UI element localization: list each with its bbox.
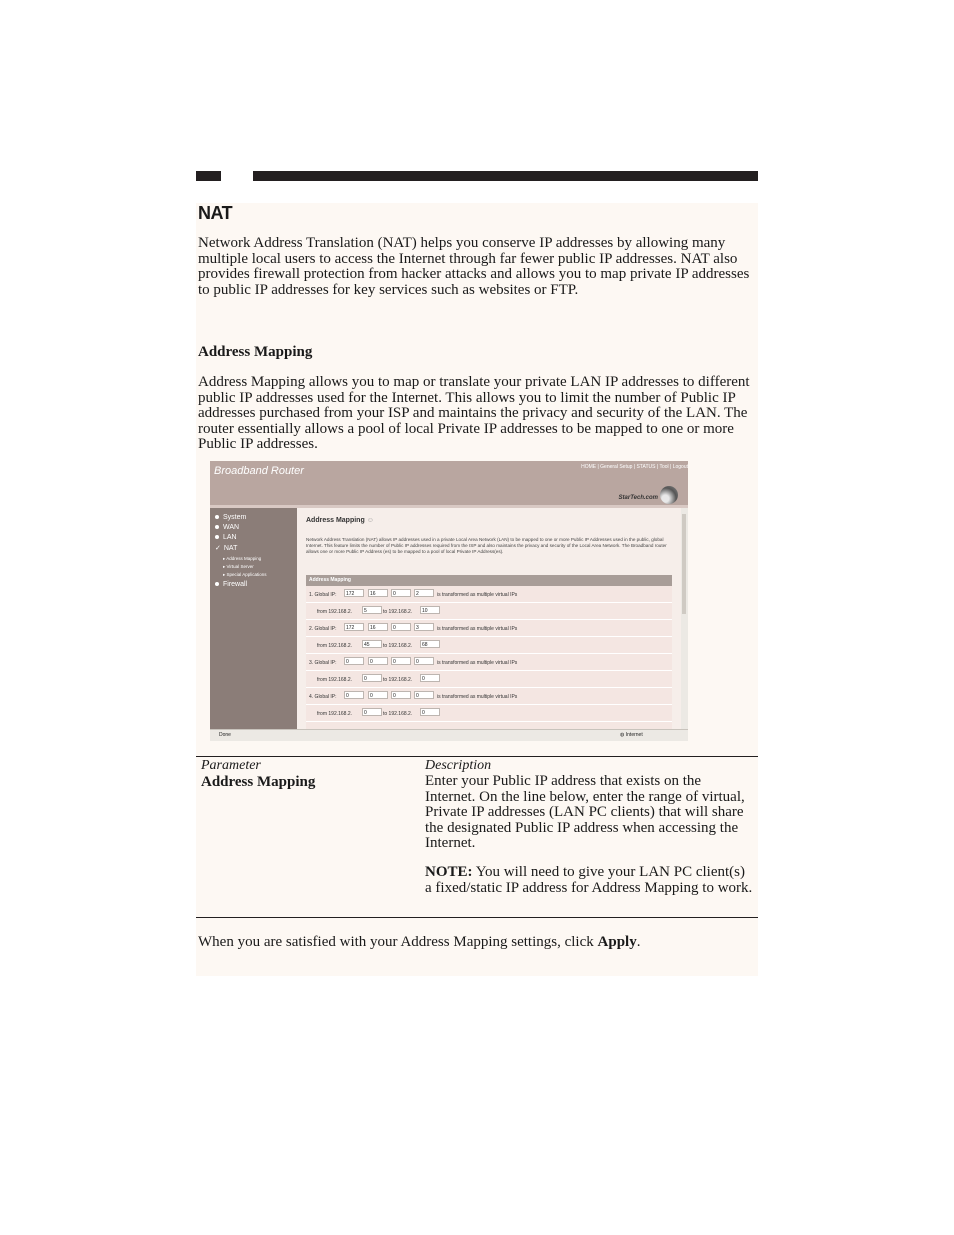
mapping-2-ip-octet-1[interactable]: 172 bbox=[344, 623, 364, 631]
mapping-4-range-row: from 192.168.2. 0 to 192.168.2. 0 bbox=[306, 705, 672, 722]
bullet-icon bbox=[215, 525, 219, 529]
mapping-3-range-row: from 192.168.2. 0 to 192.168.2. 0 bbox=[306, 671, 672, 688]
mapping-4-global-row: 4. Global IP: 0 0 0 0 is transformed as multiple virtual IPs bbox=[306, 688, 672, 705]
bullet-icon bbox=[215, 515, 219, 519]
mapping-2-from-input[interactable]: 45 bbox=[362, 640, 382, 648]
sidebar-item-system[interactable]: System bbox=[215, 514, 246, 521]
address-mapping-table-header: Address Mapping bbox=[306, 575, 672, 586]
mapping-1-to-input[interactable]: 10 bbox=[420, 606, 440, 614]
router-sidebar bbox=[210, 508, 297, 729]
address-mapping-table bbox=[306, 575, 672, 735]
sidebar-item-nat[interactable]: ✓ NAT bbox=[215, 545, 238, 552]
sidebar-sub-virtual-server[interactable]: ▸ Virtual Server bbox=[223, 564, 254, 569]
sidebar-sub-special-applications[interactable]: ▸ Special Applications bbox=[223, 572, 267, 577]
router-logo: StarTech.com bbox=[618, 495, 658, 501]
mapping-3-global-row: 3. Global IP: 0 0 0 0 is transformed as multiple virtual IPs bbox=[306, 654, 672, 671]
param-description: Enter your Public IP address that exists on the Internet. On the line below, enter the range of virtual, Private IP addresses (LAN PC clients) that will share the designated Public IP address when accessing the Internet. bbox=[425, 773, 745, 852]
subsection-title: Address Mapping bbox=[198, 344, 313, 360]
help-icon[interactable]: ☺ bbox=[366, 517, 374, 524]
apply-keyword: Apply bbox=[597, 934, 637, 950]
mapping-1-ip-octet-2[interactable]: 16 bbox=[368, 589, 388, 597]
bullet-icon bbox=[215, 582, 219, 586]
router-description: Network Address Translation (NAT) allows IP addresses used in a private Local Area Network (LAN) to be mapped to one or more Public IP Addresses used in the public, global Internet. This feature limits the number of Public IP addresses required from the ISP and also maintains the privacy and security of the Local Area Network. The Broadband router allows one or more Public IP Address (es) to be mapped to a pool of local Private IP Address(es). bbox=[306, 537, 667, 554]
section-title: NAT bbox=[198, 203, 233, 223]
mapping-1-ip-octet-1[interactable]: 172 bbox=[344, 589, 364, 597]
browser-status-bar bbox=[210, 729, 688, 741]
address-mapping-paragraph: Address Mapping allows you to map or translate your private LAN IP addresses to different public IP addresses used for the Internet. This allows you to limit the number of Public IP addresses purchased from your ISP and maintains the privacy and security of the LAN. The router essentially allows a pool of local Private IP addresses to be mapped to one or more Public IP addresses. bbox=[198, 374, 750, 453]
router-scrollbar[interactable] bbox=[681, 508, 688, 729]
mapping-1-from-input[interactable]: 5 bbox=[362, 606, 382, 614]
mapping-2-to-input[interactable]: 68 bbox=[420, 640, 440, 648]
router-header bbox=[210, 461, 688, 505]
intro-paragraph: Network Address Translation (NAT) helps you conserve IP addresses by allowing many multiple local users to access the Internet through far fewer public IP addresses. NAT also provides firewall protection from hacker attacks and allows you to map private IP addresses to public IP addresses for key services such as websites or FTP. bbox=[198, 235, 750, 298]
globe-icon: ◍ bbox=[620, 732, 625, 738]
status-done: Done bbox=[219, 732, 231, 738]
param-name: Address Mapping bbox=[201, 774, 316, 790]
bullet-icon bbox=[215, 535, 219, 539]
router-top-links[interactable]: HOME | General Setup | STATUS | Tool | Logout bbox=[581, 464, 688, 470]
mapping-3-ip-octet-1[interactable]: 0 bbox=[344, 657, 364, 665]
router-title: Broadband Router bbox=[214, 465, 304, 477]
mapping-4-from-input[interactable]: 0 bbox=[362, 708, 382, 716]
mapping-4-ip-octet-3[interactable]: 0 bbox=[391, 691, 411, 699]
mapping-3-ip-octet-2[interactable]: 0 bbox=[368, 657, 388, 665]
logo-swirl-icon bbox=[660, 486, 678, 504]
param-table-top-rule bbox=[196, 756, 758, 757]
mapping-2-ip-octet-4[interactable]: 3 bbox=[414, 623, 434, 631]
mapping-3-to-input[interactable]: 0 bbox=[420, 674, 440, 682]
mapping-3-ip-octet-4[interactable]: 0 bbox=[414, 657, 434, 665]
mapping-2-ip-octet-3[interactable]: 0 bbox=[391, 623, 411, 631]
closing-instruction: When you are satisfied with your Address Mapping settings, click Apply. bbox=[198, 934, 641, 950]
header-rule-left bbox=[196, 171, 221, 181]
param-table-bottom-rule bbox=[196, 917, 758, 918]
mapping-4-to-input[interactable]: 0 bbox=[420, 708, 440, 716]
mapping-2-ip-octet-2[interactable]: 16 bbox=[368, 623, 388, 631]
mapping-3-ip-octet-3[interactable]: 0 bbox=[391, 657, 411, 665]
param-note: NOTE: You will need to give your LAN PC client(s) a fixed/static IP address for Address Mapping to work. bbox=[425, 864, 753, 896]
sidebar-item-wan[interactable]: WAN bbox=[215, 524, 239, 531]
mapping-4-ip-octet-4[interactable]: 0 bbox=[414, 691, 434, 699]
mapping-1-ip-octet-3[interactable]: 0 bbox=[391, 589, 411, 597]
mapping-4-ip-octet-1[interactable]: 0 bbox=[344, 691, 364, 699]
description-column-header: Description bbox=[425, 758, 492, 773]
scrollbar-thumb[interactable] bbox=[682, 514, 686, 614]
param-column-header: Parameter bbox=[201, 758, 261, 773]
mapping-3-from-input[interactable]: 0 bbox=[362, 674, 382, 682]
mapping-1-global-row: 1. Global IP: 172 16 0 2 is transformed as multiple virtual IPs bbox=[306, 586, 672, 603]
router-screenshot bbox=[210, 461, 688, 741]
sidebar-sub-address-mapping[interactable]: ▸ Address Mapping bbox=[223, 556, 262, 561]
mapping-2-range-row: from 192.168.2. 45 to 192.168.2. 68 bbox=[306, 637, 672, 654]
router-page-heading: Address Mapping ☺ bbox=[306, 517, 374, 524]
mapping-1-range-row: from 192.168.2. 5 to 192.168.2. 10 bbox=[306, 603, 672, 620]
mapping-1-ip-octet-4[interactable]: 2 bbox=[414, 589, 434, 597]
mapping-2-global-row: 2. Global IP: 172 16 0 3 is transformed as multiple virtual IPs bbox=[306, 620, 672, 637]
router-main-panel bbox=[297, 508, 681, 729]
status-zone: ◍ Internet bbox=[620, 732, 643, 738]
sidebar-item-firewall[interactable]: Firewall bbox=[215, 581, 247, 588]
header-rule-right bbox=[253, 171, 758, 181]
checkmark-icon: ✓ bbox=[215, 545, 221, 552]
mapping-4-ip-octet-2[interactable]: 0 bbox=[368, 691, 388, 699]
sidebar-item-lan[interactable]: LAN bbox=[215, 534, 237, 541]
